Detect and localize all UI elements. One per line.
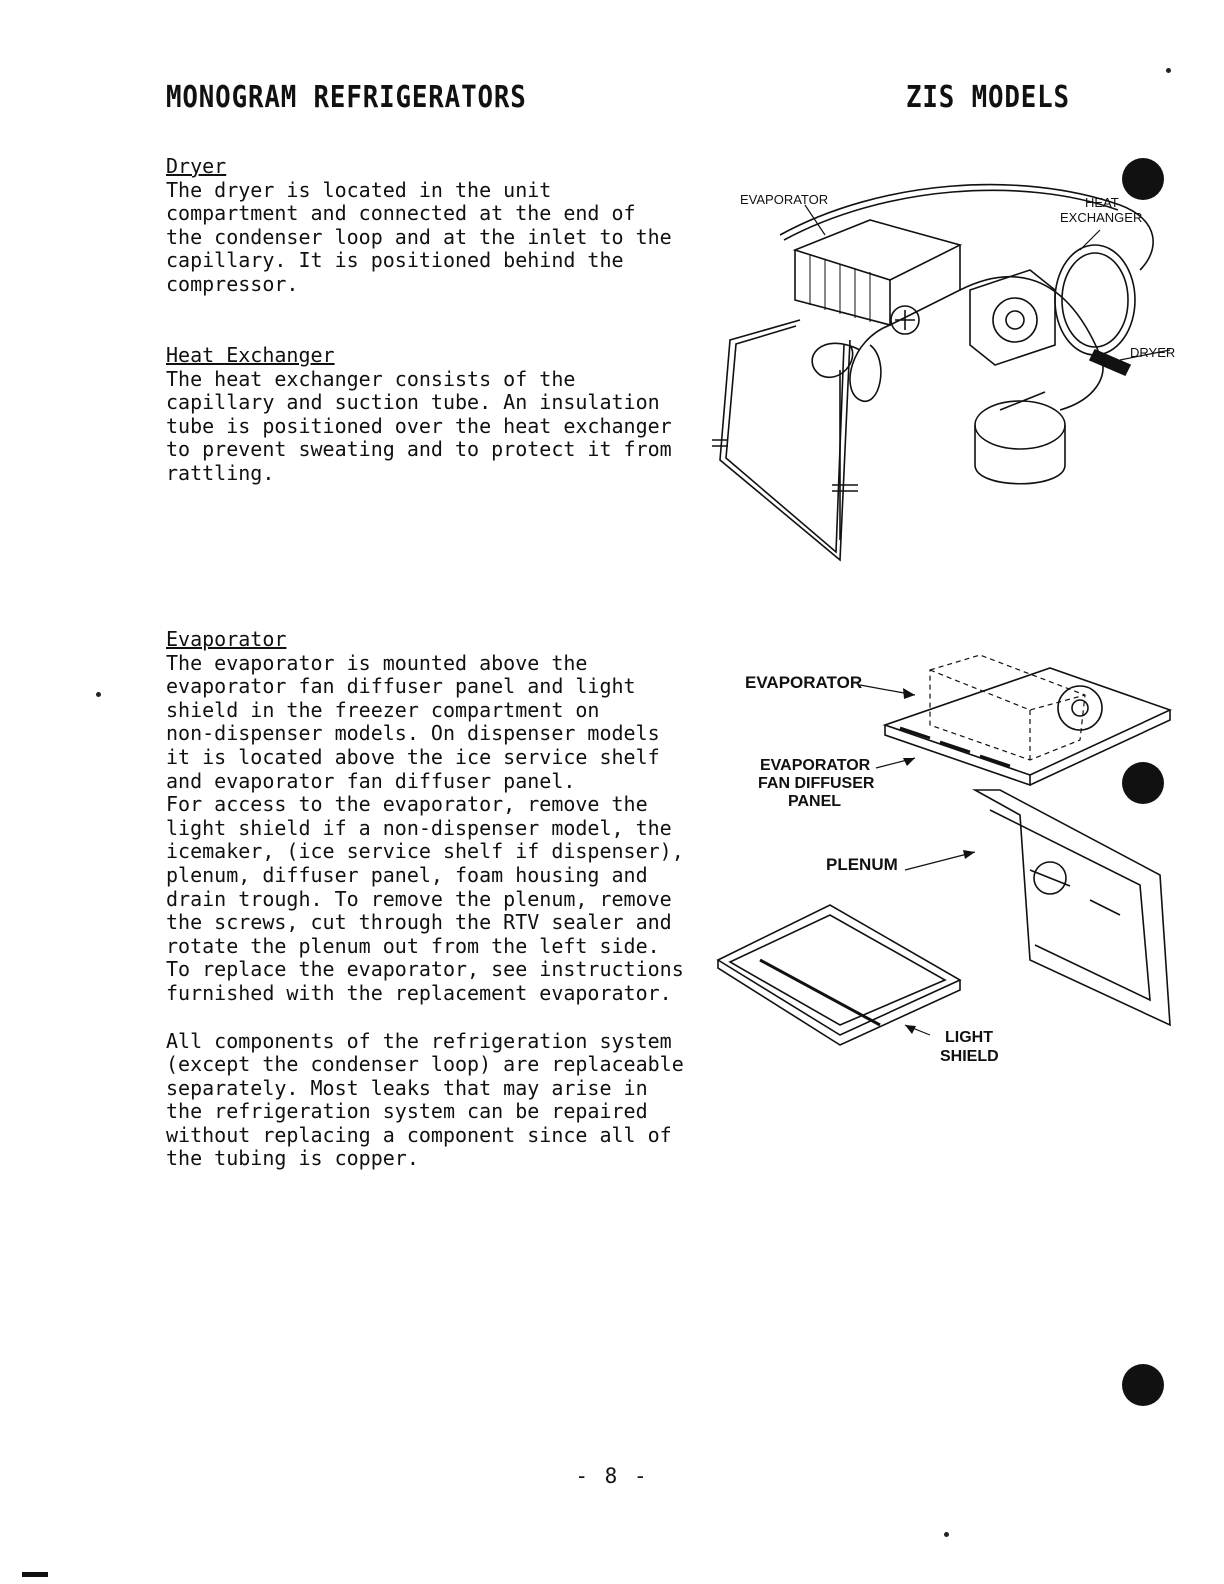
evaporator-body: The evaporator is mounted above the evaporator fan diffuser panel and light shield in the freezer compartment on non-dispenser models. On dispenser models it is located above the ice service shelf and evaporator fan diffuser panel. For access to the evaporator, remove the light shield if a non-dispenser model, the icemaker, (ice service shelf if dispenser), plenum, diffuser panel, foam housing and drain trough. To remove the plenum, remove the screws, cut through the RTV sealer and rotate the plenum out from the left side. To replace the evaporator, see instructions furnished with the replacement evaporator.	[166, 650, 684, 1005]
heat-exchanger-body: The heat exchanger consists of the capillary and suction tube. An insulation tube is positioned over the heat exchanger to prevent sweating and to protect it from rattling.	[166, 366, 672, 485]
label-dryer: DRYER	[1130, 345, 1176, 360]
diffuser-fan	[1058, 686, 1102, 730]
dryer-body: The dryer is located in the unit compartment and connected at the end of the condenser loop and at the inlet to the capillary. It is positioned behind the compressor.	[166, 177, 672, 296]
heat-exchanger-coil	[1055, 245, 1135, 355]
refrigeration-system-body: All components of the refrigeration system (except the condenser loop) are replaceable separately. Most leaks that may arise in the refrigeration system can be repaired without replacing a component since all of the tubing is copper.	[166, 1028, 684, 1171]
sealed-system-diagram	[700, 160, 1200, 580]
heat-exchanger-heading: Heat Exchanger	[166, 343, 335, 367]
evaporator-assembly-diagram	[700, 640, 1190, 1080]
plenum	[975, 790, 1170, 1025]
evaporator-heading: Evaporator	[166, 627, 287, 651]
light-shield	[718, 905, 960, 1035]
label-light: LIGHT	[945, 1029, 993, 1046]
dryer-canister	[1090, 350, 1130, 375]
condenser-loop	[720, 320, 850, 560]
label-diffuser-line3: PANEL	[788, 793, 842, 810]
label-diffuser-line2: FAN DIFFUSER	[758, 775, 875, 792]
evaporator-coil	[795, 220, 960, 280]
label-diffuser-line1: EVAPORATOR	[760, 757, 871, 774]
corner-mark	[22, 1572, 48, 1577]
label-evaporator: EVAPORATOR	[740, 192, 829, 207]
speck-mark	[96, 692, 101, 697]
binder-hole	[1122, 1364, 1164, 1406]
page-title: MONOGRAM REFRIGERATORS	[166, 80, 527, 115]
speck-mark	[944, 1532, 949, 1537]
model-title: ZIS MODELS	[906, 80, 1070, 115]
evaporator-section	[166, 628, 706, 1171]
binder-hole	[1122, 762, 1164, 804]
label-heat: HEAT	[1085, 195, 1119, 210]
dryer-heading: Dryer	[166, 154, 227, 178]
binder-hole	[1122, 158, 1164, 200]
evaporator-outline	[930, 655, 1085, 760]
speck-mark	[1166, 68, 1171, 73]
dryer-section	[166, 155, 706, 297]
label-shield: SHIELD	[940, 1048, 999, 1065]
fan-diffuser-panel	[885, 668, 1170, 775]
heat-exchanger-section	[166, 344, 706, 486]
label-exchanger: EXCHANGER	[1060, 210, 1143, 225]
label-evaporator-2: EVAPORATOR	[745, 673, 863, 692]
compressor	[975, 401, 1065, 449]
label-plenum: PLENUM	[826, 855, 898, 874]
page-number: - 8 -	[575, 1464, 649, 1488]
